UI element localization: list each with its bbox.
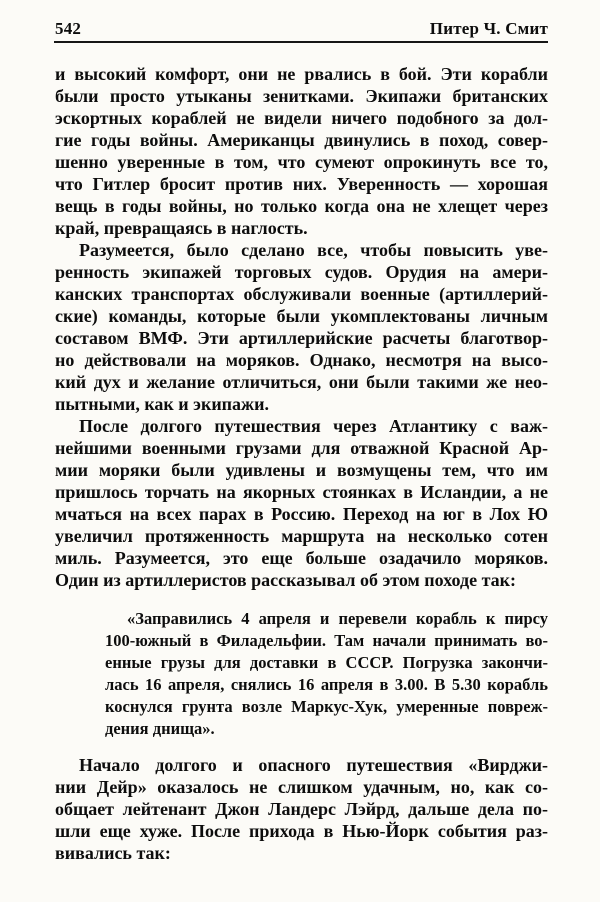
page-number: 542 xyxy=(55,19,82,38)
text-line: коснулся грунта возле Маркус-Хук, умеренные повреж- xyxy=(105,697,548,716)
text-line: вещь в годы войны, но только когда она не хлещет через xyxy=(55,196,548,216)
text-line: шенно уверенные в том, что сумеют опрокинуть все то, xyxy=(55,152,548,172)
text-line: эскортных кораблей не видели ничего подобного за дол- xyxy=(55,108,548,128)
paragraph xyxy=(55,415,548,591)
text-line: были просто утыканы зенитками. Экипажи британских xyxy=(55,86,548,106)
text-line: миль. Разумеется, это еще больше озадачило моряков. xyxy=(55,548,548,568)
paragraph xyxy=(55,63,548,239)
text-line: ренность экипажей торговых судов. Орудия на амери- xyxy=(55,262,548,282)
text-line: что Гитлер бросит против них. Уверенность — хорошая xyxy=(55,174,548,194)
text-line: 100-южный в Филадельфии. Там начали принимать во- xyxy=(105,631,548,650)
text-line: лась 16 апреля, снялись 16 апреля в 3.00. В 5.30 корабль xyxy=(105,675,548,694)
text-line: Разумеется, было сделано все, чтобы повысить уве- xyxy=(79,240,548,260)
text-line: шли еще хуже. После прихода в Нью-Йорк события раз- xyxy=(55,821,548,841)
text-line: пришлось торчать на якорных стоянках в Исландии, а не xyxy=(55,482,548,502)
text-line: канских транспортах обслуживали военные (артиллерий- xyxy=(55,284,548,304)
text-line: край, превращаясь в наглость. xyxy=(55,218,308,238)
block-quote xyxy=(105,608,548,740)
page-header xyxy=(55,19,548,39)
text-line: нейшими военными грузами для отважной Красной Ар- xyxy=(55,438,548,458)
text-line: увеличил протяженность маршрута на несколько сотен xyxy=(55,526,548,546)
text-line: вивались так: xyxy=(55,843,171,863)
text-line: но действовали на моряков. Однако, несмотря на высо- xyxy=(55,350,548,370)
text-line: ские) команды, которые были укомплектованы личным xyxy=(55,306,548,326)
text-line: и высокий комфорт, они не рвались в бой. Эти корабли xyxy=(55,64,548,84)
text-line: общает лейтенант Джон Ландерс Лэйрд, дальше дела по- xyxy=(55,799,548,819)
text-line: дения днища». xyxy=(105,719,215,738)
paragraph xyxy=(55,239,548,415)
paragraph xyxy=(55,754,548,864)
author-name: Питер Ч. Смит xyxy=(429,19,548,38)
text-line: пытными, как и экипажи. xyxy=(55,394,269,414)
text-line: «Заправились 4 апреля и перевели корабль к пирсу xyxy=(127,609,548,628)
text-line: мчаться на всех парах в Россию. Переход на юг в Лох Ю xyxy=(55,504,548,524)
text-line: мии моряки были удивлены и возмущены тем, что им xyxy=(55,460,548,480)
text-line: составом ВМФ. Эти артиллерийские расчеты благотвор- xyxy=(55,328,548,348)
text-line: Начало долгого и опасного путешествия «Вирджи- xyxy=(79,755,548,775)
page-body xyxy=(55,63,548,864)
text-line: кий дух и желание отличиться, они были такими же нео- xyxy=(55,372,548,392)
text-line: енные грузы для доставки в СССР. Погрузка закончи- xyxy=(105,653,548,672)
text-line: После долгого путешествия через Атлантику с важ- xyxy=(79,416,548,436)
text-line: гие годы войны. Американцы двинулись в поход, совер- xyxy=(55,130,548,150)
header-rule xyxy=(54,41,548,43)
text-line: Один из артиллеристов рассказывал об этом походе так: xyxy=(55,570,517,590)
text-line: нии Дейр» оказалось не слишком удачным, но, как со- xyxy=(55,777,548,797)
